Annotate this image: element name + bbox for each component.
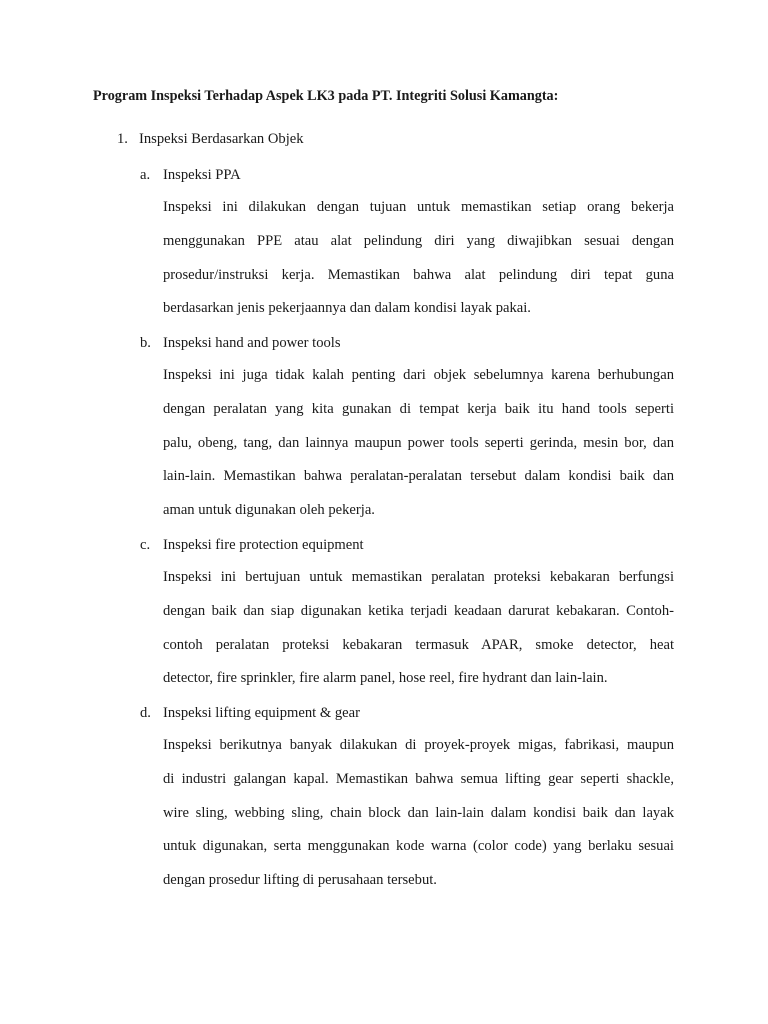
item-marker: a.: [140, 167, 151, 183]
paragraph-line: Inspeksi ini juga tidak kalah penting dari objek sebelumnya karena berhubungan: [163, 367, 674, 383]
paragraph-line: lain-lain. Memastikan bahwa peralatan-peralatan tersebut dalam kondisi baik dan: [163, 468, 674, 485]
paragraph-line: palu, obeng, tang, dan lainnya maupun power tools seperti gerinda, mesin bor, dan: [163, 434, 674, 451]
paragraph-line: Inspeksi berikutnya banyak dilakukan di proyek-proyek migas, fabrikasi, maupun: [163, 737, 674, 753]
item-heading-text: Inspeksi hand and power tools: [163, 335, 341, 351]
item-paragraph-b: [163, 359, 674, 528]
paragraph-line: aman untuk digunakan oleh pekerja.: [163, 502, 375, 519]
item-heading-b: [140, 335, 341, 352]
paragraph-line: menggunakan PPE atau alat pelindung diri yang diwajibkan sesuai dengan: [163, 232, 674, 249]
item-heading-text: Inspeksi lifting equipment & gear: [163, 705, 360, 721]
item-heading-a: [140, 167, 241, 184]
paragraph-line: prosedur/instruksi kerja. Memastikan bahwa alat pelindung diri tepat guna: [163, 266, 674, 283]
item-marker: c.: [140, 537, 151, 553]
paragraph-line: contoh peralatan proteksi kebakaran termasuk APAR, smoke detector, heat: [163, 636, 674, 653]
paragraph-line: Inspeksi ini dilakukan dengan tujuan untuk memastikan setiap orang bekerja: [163, 199, 674, 215]
paragraph-line: di industri galangan kapal. Memastikan bahwa semua lifting gear seperti shackle,: [163, 770, 674, 787]
item-paragraph-a: [163, 191, 674, 326]
item-marker: b.: [140, 335, 151, 351]
paragraph-line: dengan baik dan siap digunakan ketika terjadi keadaan darurat kebakaran. Contoh-: [163, 602, 674, 619]
item-heading-text: Inspeksi PPA: [163, 167, 241, 183]
document-title: Program Inspeksi Terhadap Aspek LK3 pada PT. Integriti Solusi Kamangta:: [93, 88, 559, 104]
paragraph-line: dengan peralatan yang kita gunakan di tempat kerja baik itu hand tools seperti: [163, 400, 674, 417]
item-paragraph-c: [163, 561, 674, 696]
section-number: 1.: [117, 131, 128, 147]
section-heading-text: Inspeksi Berdasarkan Objek: [139, 131, 304, 147]
item-heading-c: [140, 537, 364, 554]
item-heading-d: [140, 705, 360, 722]
paragraph-line: dengan prosedur lifting di perusahaan tersebut.: [163, 872, 437, 889]
paragraph-line: Inspeksi ini bertujuan untuk memastikan peralatan proteksi kebakaran berfungsi: [163, 569, 674, 585]
section-heading: [117, 131, 304, 148]
item-marker: d.: [140, 705, 151, 721]
paragraph-line: detector, fire sprinkler, fire alarm panel, hose reel, fire hydrant dan lain-lain.: [163, 670, 608, 687]
paragraph-line: untuk digunakan, serta menggunakan kode warna (color code) yang berlaku sesuai: [163, 838, 674, 855]
item-heading-text: Inspeksi fire protection equipment: [163, 537, 364, 553]
paragraph-line: berdasarkan jenis pekerjaannya dan dalam kondisi layak pakai.: [163, 300, 531, 317]
item-paragraph-d: [163, 729, 674, 898]
paragraph-line: wire sling, webbing sling, chain block dan lain-lain dalam kondisi baik dan layak: [163, 804, 674, 821]
